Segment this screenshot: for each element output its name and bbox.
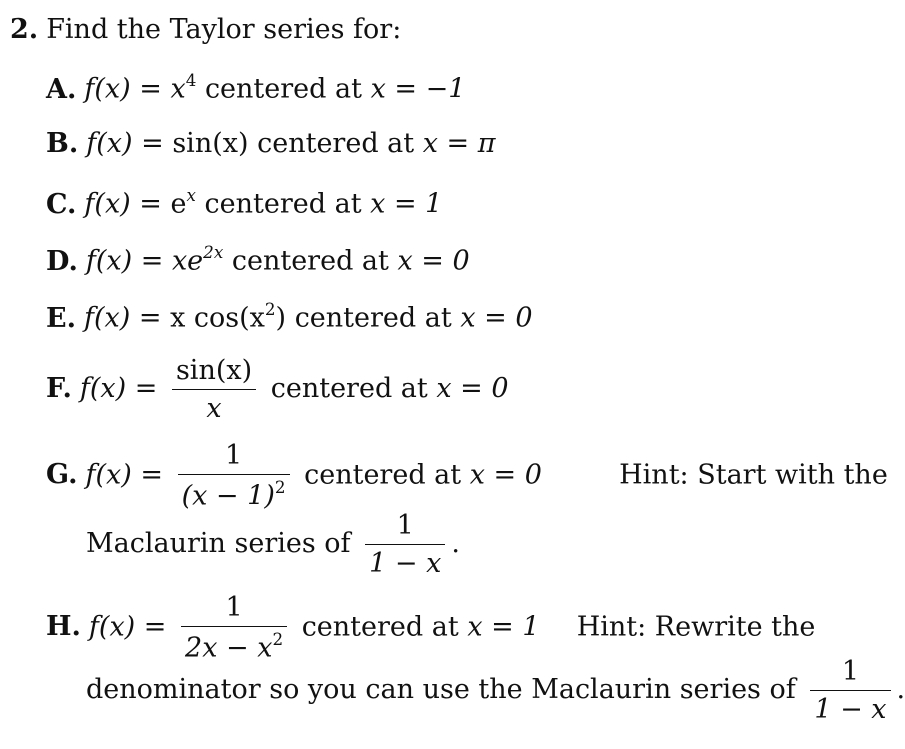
item-d-label: D. xyxy=(46,245,78,277)
item-b-center: x = π xyxy=(422,128,496,159)
item-a-fx: f(x) = xyxy=(84,73,162,105)
item-f-centered: centered at xyxy=(270,373,428,405)
item-a xyxy=(46,72,465,103)
item-d-center: x = 0 xyxy=(397,245,470,277)
item-h-center: x = 1 xyxy=(467,611,540,643)
item-f-fx: f(x) = xyxy=(79,373,158,405)
item-h-hint-fraction xyxy=(810,656,890,725)
item-b-label: B. xyxy=(46,128,79,159)
item-h-hint-line2 xyxy=(86,656,905,725)
item-h-den-base: 2x − x xyxy=(185,632,273,664)
item-e-exp: 2 xyxy=(264,299,276,319)
item-b-fx: f(x) = xyxy=(86,128,164,159)
item-f-center: x = 0 xyxy=(436,373,509,405)
item-g-fraction xyxy=(178,440,290,512)
item-g-hint2: Maclaurin series of xyxy=(86,528,351,560)
item-d-base: xe xyxy=(171,245,204,277)
item-b xyxy=(46,130,496,157)
item-h-hint-period: . xyxy=(896,674,905,706)
item-g-fx: f(x) = xyxy=(85,459,163,491)
item-g-hint-numerator: 1 xyxy=(365,510,445,545)
item-c xyxy=(46,187,442,218)
item-d-fx: f(x) = xyxy=(85,245,164,277)
item-a-exp: 4 xyxy=(185,70,197,90)
item-h xyxy=(46,592,815,664)
item-e-center: x = 0 xyxy=(460,302,533,334)
item-g-hint-denominator: 1 − x xyxy=(369,548,442,580)
item-a-center: x = −1 xyxy=(370,73,466,105)
item-g-den-base: (x − 1) xyxy=(181,480,275,512)
item-g xyxy=(46,440,888,512)
item-g-numerator: 1 xyxy=(178,440,290,475)
item-g-hint-fraction xyxy=(365,510,445,579)
item-h-hint-denominator: 1 − x xyxy=(814,694,887,726)
item-g-centered: centered at xyxy=(304,459,462,491)
item-h-den-exp: 2 xyxy=(272,629,284,650)
item-e-post: ) xyxy=(275,302,287,334)
item-a-label: A. xyxy=(46,73,77,105)
item-d-centered: centered at xyxy=(231,245,389,277)
item-f-fraction xyxy=(172,355,256,424)
item-a-centered: centered at xyxy=(204,73,362,105)
item-e-centered: centered at xyxy=(294,302,452,334)
item-c-center: x = 1 xyxy=(370,188,443,220)
item-e-pre: x cos(x xyxy=(170,302,265,334)
item-c-fx: f(x) = xyxy=(84,188,162,220)
item-e-fx: f(x) = xyxy=(83,302,162,334)
item-d-exp: 2x xyxy=(203,242,224,262)
item-h-fraction xyxy=(181,592,287,664)
item-h-centered: centered at xyxy=(301,611,459,643)
item-a-base: x xyxy=(170,73,186,105)
item-f-denominator: x xyxy=(206,393,222,425)
item-h-numerator: 1 xyxy=(181,592,287,627)
item-g-denominator xyxy=(178,475,290,512)
item-g-hint: Hint: Start with the xyxy=(619,459,888,491)
item-c-base: e xyxy=(170,188,187,220)
item-e-label: E. xyxy=(46,302,76,334)
item-b-centered: centered at xyxy=(257,128,415,159)
item-f-numerator: sin(x) xyxy=(172,355,256,390)
item-c-label: C. xyxy=(46,188,77,220)
item-f xyxy=(46,355,509,424)
item-c-exp: x xyxy=(186,185,196,205)
item-g-label: G. xyxy=(46,459,78,491)
item-f-label: F. xyxy=(46,373,72,405)
item-h-hint-numerator: 1 xyxy=(810,656,890,691)
item-b-expr: sin(x) xyxy=(172,128,249,159)
item-h-label: H. xyxy=(46,611,81,643)
problem-header xyxy=(10,16,401,43)
problem-title: Find the Taylor series for: xyxy=(46,14,402,45)
item-d xyxy=(46,244,470,275)
item-g-center: x = 0 xyxy=(469,459,542,491)
item-h-hint2: denominator so you can use the Maclaurin series of xyxy=(86,674,796,706)
item-g-hint-line2 xyxy=(86,510,460,579)
problem-number: 2. xyxy=(10,14,39,45)
item-g-hint-period: . xyxy=(451,528,460,560)
item-e xyxy=(46,301,533,332)
item-h-fx: f(x) = xyxy=(88,611,167,643)
item-g-den-exp: 2 xyxy=(274,477,286,498)
item-c-centered: centered at xyxy=(204,188,362,220)
item-h-hint: Hint: Rewrite the xyxy=(576,611,816,643)
